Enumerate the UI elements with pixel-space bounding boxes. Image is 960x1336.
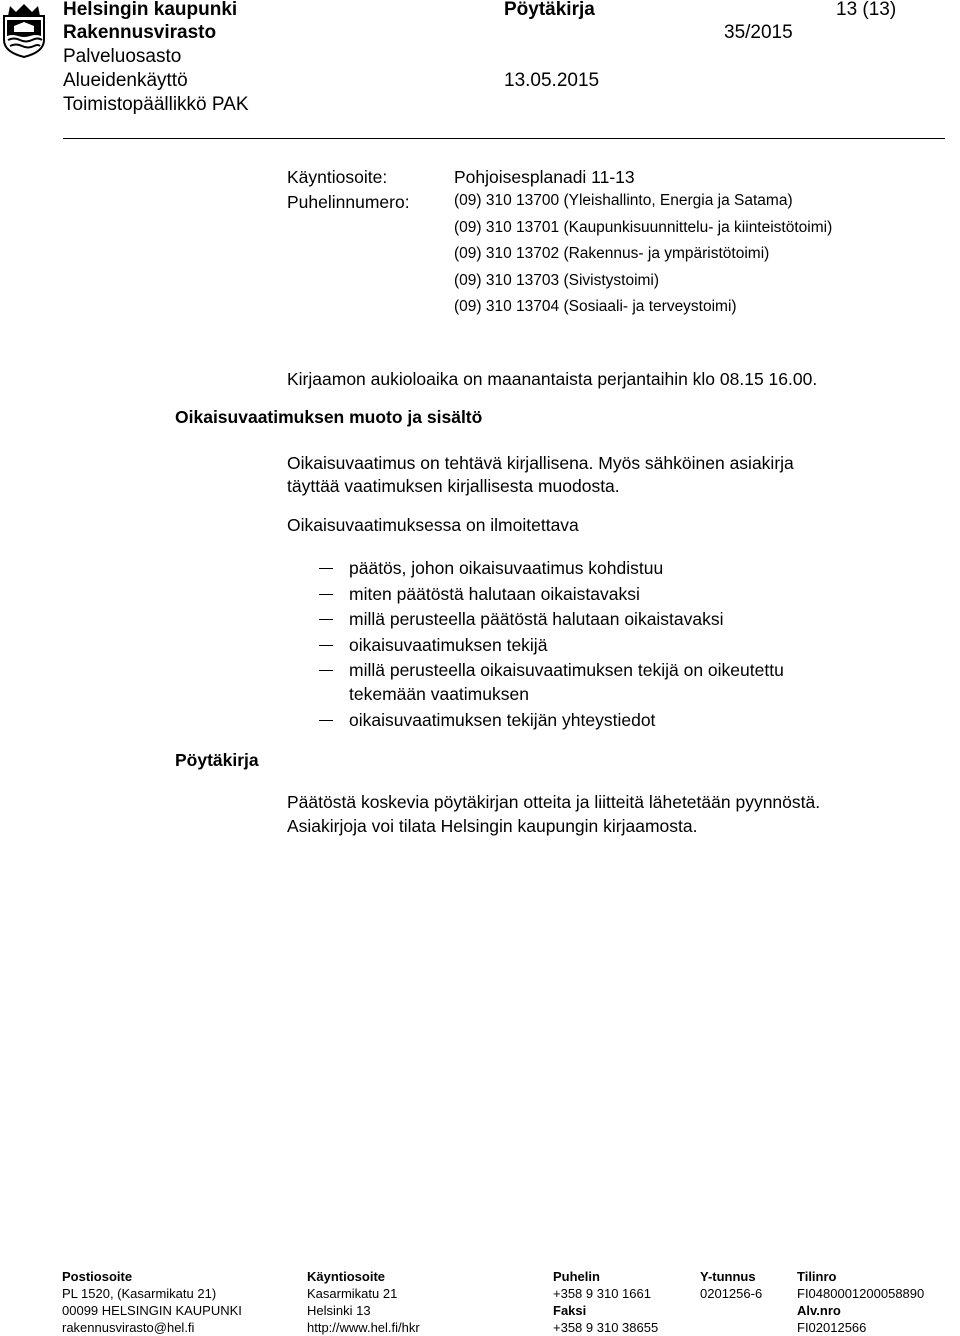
footer-phone: Puhelin +358 9 310 1661 Faksi +358 9 310 38655: [553, 1269, 659, 1335]
document-date: 13.05.2015: [504, 70, 600, 91]
unit-name: Palveluosasto: [63, 46, 182, 67]
dash-bullet: [319, 720, 333, 721]
dash-bullet: [319, 670, 333, 671]
dash-bullet: [319, 568, 333, 569]
list-item: oikaisuvaatimuksen tekijä: [287, 633, 784, 657]
form-paragraph-line: täyttää vaatimuksen kirjallisesta muodosta.: [287, 476, 620, 496]
list-item: miten päätöstä halutaan oikaistavaksi: [287, 582, 784, 606]
helsinki-coat-of-arms-logo: [2, 2, 46, 58]
phone-number: (09) 310 13700 (Yleishallinto, Energia ja Satama): [454, 192, 793, 209]
dash-bullet: [319, 645, 333, 646]
page-number: 13 (13): [836, 0, 897, 20]
list-item: päätös, johon oikaisuvaatimus kohdistuu: [287, 556, 784, 580]
phone-number: (09) 310 13702 (Rakennus- ja ympäristötoimi): [454, 245, 770, 262]
section-name: Alueidenkäyttö: [63, 70, 188, 91]
footer-business-id: Y-tunnus 0201256-6: [700, 1269, 763, 1301]
phone-number: (09) 310 13703 (Sivistystoimi): [454, 271, 660, 289]
required-info-intro: Oikaisuvaatimuksessa on ilmoitettava: [287, 515, 579, 535]
footer-website-link[interactable]: http://www.hel.fi/hkr: [307, 1320, 420, 1335]
form-paragraph-line: Oikaisuvaatimus on tehtävä kirjallisena. Myös sähköinen asiakirja: [287, 453, 794, 473]
list-item: millä perusteella päätöstä halutaan oikaistavaksi: [287, 607, 784, 631]
phone-number: (09) 310 13701 (Kaupunkisuunnittelu- ja kiinteistötoimi): [454, 218, 833, 236]
visit-address-label: Käyntiosoite:: [287, 167, 388, 187]
department-name: Rakennusvirasto: [63, 22, 217, 43]
list-item-continuation: tekemään vaatimuksen: [349, 684, 529, 704]
official-title: Toimistopäällikkö PAK: [63, 94, 249, 115]
form-section-heading: Oikaisuvaatimuksen muoto ja sisältö: [175, 407, 483, 427]
document-type: Pöytäkirja: [504, 0, 595, 20]
minutes-section-heading: Pöytäkirja: [175, 750, 259, 770]
dash-bullet: [319, 594, 333, 595]
office-hours: Kirjaamon aukioloaika on maanantaista perjantaihin klo 08.15 16.00.: [287, 369, 818, 389]
footer-visit-address: Käyntiosoite Kasarmikatu 21 Helsinki 13 http://www.hel.fi/hkr: [307, 1269, 420, 1335]
required-info-list: [287, 556, 784, 732]
phone-number: (09) 310 13704 (Sosiaali- ja terveystoimi): [454, 298, 737, 315]
minutes-paragraph-line: Asiakirjoja voi tilata Helsingin kaupungin kirjaamosta.: [287, 816, 698, 836]
list-item: oikaisuvaatimuksen tekijän yhteystiedot: [287, 708, 784, 732]
visit-address-value: Pohjoisesplanadi 11-13: [454, 167, 635, 187]
header-divider: [63, 138, 945, 139]
document-number: 35/2015: [724, 22, 793, 43]
list-item: millä perusteella oikaisuvaatimuksen tekijä on oikeutettu: [287, 658, 784, 682]
footer-postal-address: Postiosoite PL 1520, (Kasarmikatu 21) 00099 HELSINGIN KAUPUNKI rakennusvirasto@hel.fi: [62, 1269, 242, 1335]
org-name: Helsingin kaupunki: [63, 0, 238, 20]
minutes-paragraph-line: Päätöstä koskevia pöytäkirjan otteita ja liitteitä lähetetään pyynnöstä.: [287, 792, 821, 812]
footer-account: Tilinro FI0480001200058890 Alv.nro FI02012566: [797, 1269, 925, 1335]
phone-label: Puhelinnumero:: [287, 192, 410, 212]
footer-email-link[interactable]: rakennusvirasto@hel.fi: [62, 1320, 195, 1335]
phone-list: [454, 188, 832, 321]
dash-bullet: [319, 619, 333, 620]
